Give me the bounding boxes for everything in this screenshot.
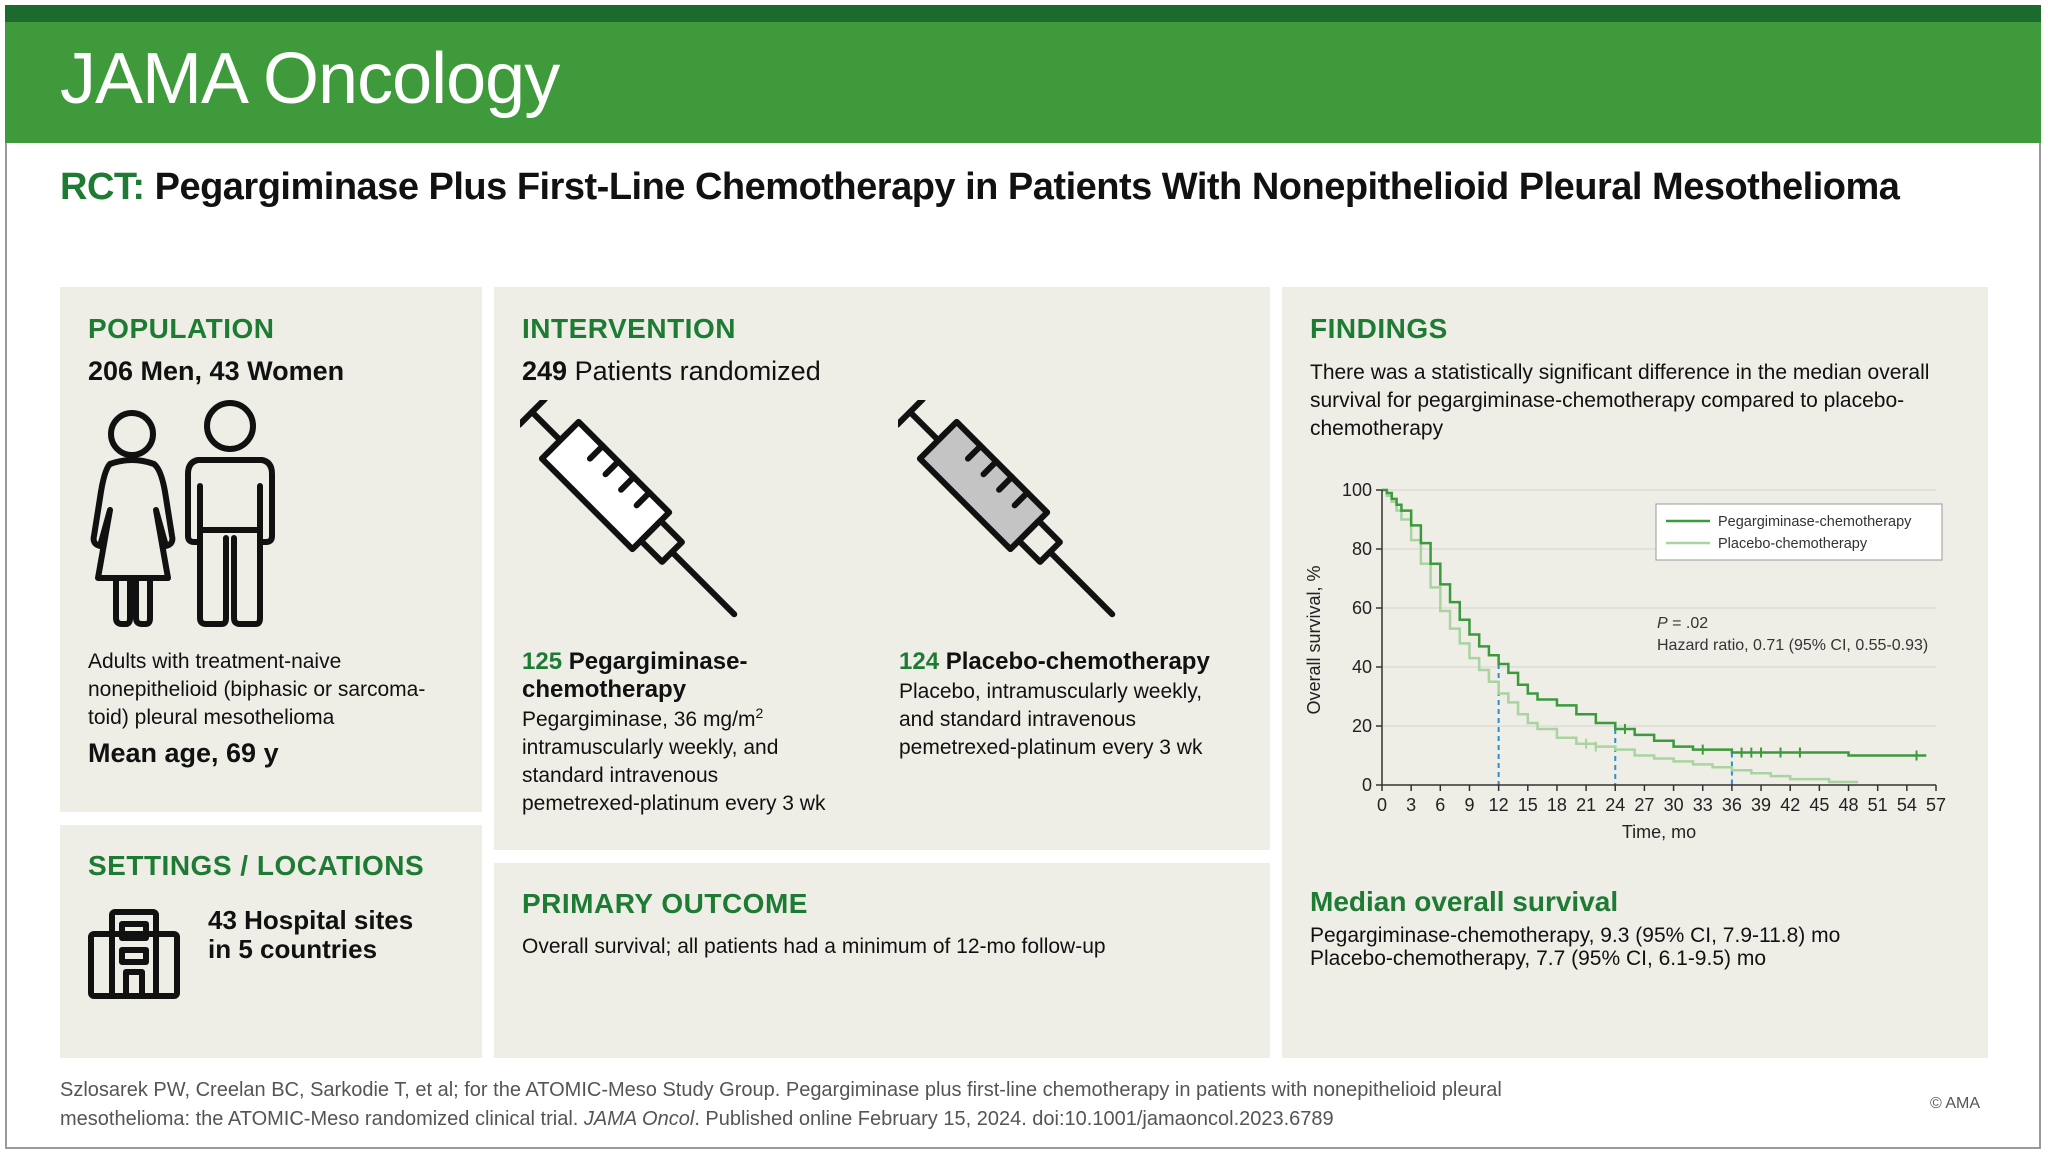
citation-line-2-pre: mesothelioma: the ATOMIC-Meso randomized clinical trial. bbox=[60, 1108, 579, 1130]
citation-journal: JAMA Oncol bbox=[583, 1108, 695, 1130]
findings-text-line-2: survival for pegargiminase-chemotherapy compared to placebo- bbox=[1310, 389, 1905, 412]
y-tick-label: 40 bbox=[1351, 657, 1372, 677]
median-survival-line-2: Placebo-chemotherapy, 7.7 (95% CI, 6.1-9.5) mo bbox=[1310, 947, 1767, 970]
y-tick-label: 80 bbox=[1351, 539, 1372, 559]
x-tick-label: 48 bbox=[1838, 795, 1859, 815]
x-tick-label: 54 bbox=[1896, 795, 1917, 815]
y-tick-label: 60 bbox=[1351, 598, 1372, 618]
intervention-heading: INTERVENTION bbox=[522, 313, 736, 344]
hazard-ratio-annotation: Hazard ratio, 0.71 (95% CI, 0.55-0.93) bbox=[1657, 637, 1929, 654]
settings-countries: in 5 countries bbox=[208, 934, 378, 964]
median-survival-heading: Median overall survival bbox=[1310, 886, 1619, 917]
settings-sites: 43 Hospital sites bbox=[208, 905, 414, 935]
x-tick-label: 27 bbox=[1634, 795, 1655, 815]
arm2-name-text: Placebo-chemotherapy bbox=[945, 648, 1210, 675]
x-tick-label: 18 bbox=[1546, 795, 1567, 815]
citation-line-2 bbox=[60, 1105, 1502, 1134]
arm2-count: 124 bbox=[899, 648, 940, 675]
primary-outcome-heading: PRIMARY OUTCOME bbox=[522, 888, 808, 919]
x-tick-label: 39 bbox=[1751, 795, 1772, 815]
hospital-building-icon bbox=[88, 908, 180, 1000]
x-axis-label: Time, mo bbox=[1621, 822, 1697, 842]
x-tick-label: 45 bbox=[1809, 795, 1830, 815]
population-description-line-2: nonepithelioid (biphasic or sarcoma- bbox=[88, 678, 426, 701]
population-heading: POPULATION bbox=[88, 313, 275, 344]
x-tick-label: 57 bbox=[1925, 795, 1947, 815]
x-tick-label: 51 bbox=[1867, 795, 1888, 815]
arm1-desc-line-2: intramuscularly weekly, and bbox=[522, 736, 779, 759]
randomized-label: Patients randomized bbox=[574, 356, 821, 386]
randomized-count: 249 bbox=[522, 356, 568, 386]
arm2-desc-line-2: and standard intravenous bbox=[899, 708, 1136, 731]
citation-line-1: Szlosarek PW, Creelan BC, Sarkodie T, et al; for the ATOMIC-Meso Study Group. Pegargiminase plus first-line chemotherapy in patients with nonepithelioid pleural bbox=[60, 1079, 1502, 1101]
intervention-randomized bbox=[522, 356, 821, 387]
population-description-line-3: toid) pleural mesothelioma bbox=[88, 706, 335, 729]
arm2-desc-line-1: Placebo, intramuscularly weekly, bbox=[899, 680, 1203, 703]
y-axis-label: Overall survival, % bbox=[1304, 565, 1324, 715]
title-text: Pegargiminase Plus First-Line Chemotherapy in Patients With Nonepithelioid Pleural Mesothelioma bbox=[154, 166, 1900, 208]
arm1-desc-line-4: pemetrexed-platinum every 3 wk bbox=[522, 792, 826, 815]
title-prefix: RCT: bbox=[60, 166, 145, 208]
findings-heading: FINDINGS bbox=[1310, 313, 1448, 344]
x-tick-label: 6 bbox=[1435, 795, 1446, 815]
y-tick-label: 100 bbox=[1341, 480, 1372, 500]
findings-text-line-3: chemotherapy bbox=[1310, 417, 1444, 440]
arm1-desc-line-1 bbox=[522, 706, 763, 734]
p-value-text: = .02 bbox=[1667, 615, 1709, 632]
legend-entry-placebo: Placebo-chemotherapy bbox=[1718, 536, 1868, 552]
p-value-annotation: P = .02 bbox=[1657, 615, 1709, 632]
x-tick-label: 33 bbox=[1692, 795, 1713, 815]
population-description-line-1: Adults with treatment-naive bbox=[88, 650, 342, 673]
x-tick-label: 36 bbox=[1721, 795, 1742, 815]
citation bbox=[60, 1076, 1502, 1134]
copyright: © AMA bbox=[1930, 1095, 1981, 1112]
x-tick-label: 21 bbox=[1576, 795, 1597, 815]
survival-chart bbox=[1290, 470, 1970, 850]
arm2-name-line bbox=[899, 648, 1210, 676]
arm1-name-line-2: chemotherapy bbox=[522, 676, 687, 703]
page-title bbox=[60, 166, 1899, 209]
settings-heading: SETTINGS / LOCATIONS bbox=[88, 850, 425, 881]
arm1-count: 125 bbox=[522, 648, 563, 675]
arm1-dose: Pegargiminase, 36 mg/m bbox=[522, 708, 756, 731]
syringe-icon bbox=[898, 400, 1134, 630]
x-tick-label: 24 bbox=[1605, 795, 1626, 815]
x-tick-label: 9 bbox=[1464, 795, 1475, 815]
arm1-dose-superscript: 2 bbox=[755, 705, 764, 721]
arm1-name-line-1 bbox=[522, 648, 747, 676]
arm2-desc-line-3: pemetrexed-platinum every 3 wk bbox=[899, 736, 1203, 759]
x-tick-label: 30 bbox=[1663, 795, 1684, 815]
population-mean-age: Mean age, 69 y bbox=[88, 738, 279, 768]
median-survival-line-1: Pegargiminase-chemotherapy, 9.3 (95% CI, 7.9-11.8) mo bbox=[1310, 924, 1841, 947]
x-tick-label: 12 bbox=[1488, 795, 1509, 815]
arm1-name-text: Pegargiminase- bbox=[568, 648, 748, 675]
legend-entry-pegargiminase: Pegargiminase-chemotherapy bbox=[1718, 514, 1912, 530]
syringe-icon bbox=[520, 400, 756, 630]
findings-text-line-1: There was a statistically significant difference in the median overall bbox=[1310, 361, 1930, 384]
arm1-desc-line-3: standard intravenous bbox=[522, 764, 719, 787]
x-tick-label: 0 bbox=[1376, 795, 1388, 815]
primary-outcome-text: Overall survival; all patients had a minimum of 12-mo follow-up bbox=[522, 935, 1106, 958]
journal-title: JAMA Oncology bbox=[60, 39, 560, 119]
x-tick-label: 3 bbox=[1406, 795, 1417, 815]
y-tick-label: 20 bbox=[1351, 716, 1372, 736]
x-tick-label: 42 bbox=[1780, 795, 1801, 815]
population-count: 206 Men, 43 Women bbox=[88, 356, 345, 386]
y-tick-label: 0 bbox=[1361, 775, 1372, 795]
citation-line-2-post: . Published online February 15, 2024. doi:10.1001/jamaoncol.2023.6789 bbox=[694, 1108, 1334, 1130]
people-icon bbox=[86, 398, 286, 630]
chart-legend bbox=[1656, 504, 1942, 560]
x-tick-label: 15 bbox=[1517, 795, 1538, 815]
